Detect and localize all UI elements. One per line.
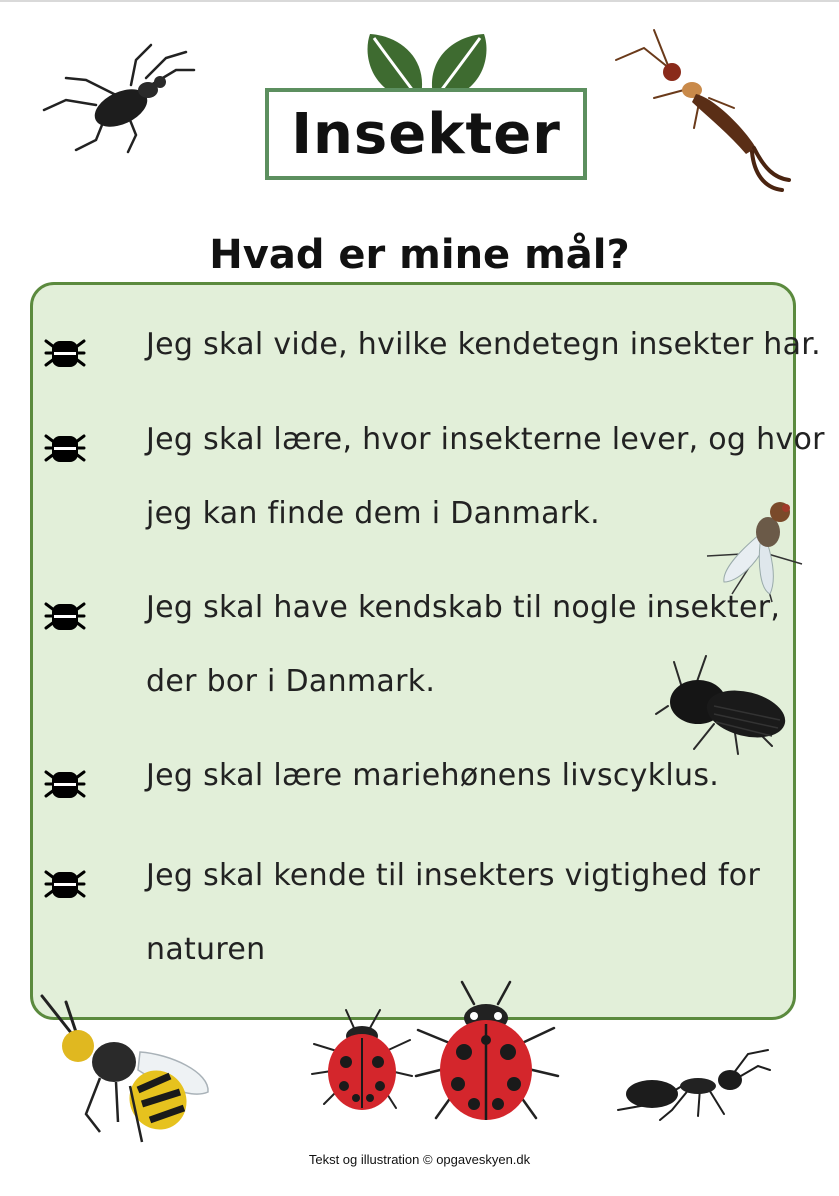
page-title: Insekter [291,101,561,167]
goal-text: jeg kan finde dem i Danmark. [146,496,600,531]
beetle-icon [40,333,90,373]
ladybug-icon [412,980,560,1126]
ant-icon [612,1048,772,1124]
goal-text: naturen [146,932,266,967]
beetle-icon [40,428,90,468]
subtitle: Hvad er mine mål? [209,232,630,278]
goal-text: Jeg skal have kendskab til nogle insekter, [146,590,781,625]
beetle-icon [40,596,90,636]
goal-text: Jeg skal vide, hvilke kendetegn insekter har. [146,327,822,362]
goal-text: der bor i Danmark. [146,664,436,699]
wasp-icon [30,992,220,1152]
goals-panel [30,282,796,1020]
bark-beetle-icon [654,654,790,758]
title-box [265,88,587,180]
beetle-icon [40,764,90,804]
ladybug-icon [310,1004,414,1116]
housefly-icon [702,494,812,609]
footer-credit: Tekst og illustration © opgaveskyen.dk [308,1152,531,1167]
goal-text: Jeg skal lære mariehønens livscyklus. [146,758,720,793]
beetle-icon [40,864,90,904]
goal-text: Jeg skal lære, hvor insekterne lever, og hvor [146,422,825,457]
ground-beetle-icon [36,40,196,155]
top-rule [0,0,839,2]
earwig-icon [614,28,804,193]
goal-text: Jeg skal kende til insekters vigtighed for [146,858,761,893]
